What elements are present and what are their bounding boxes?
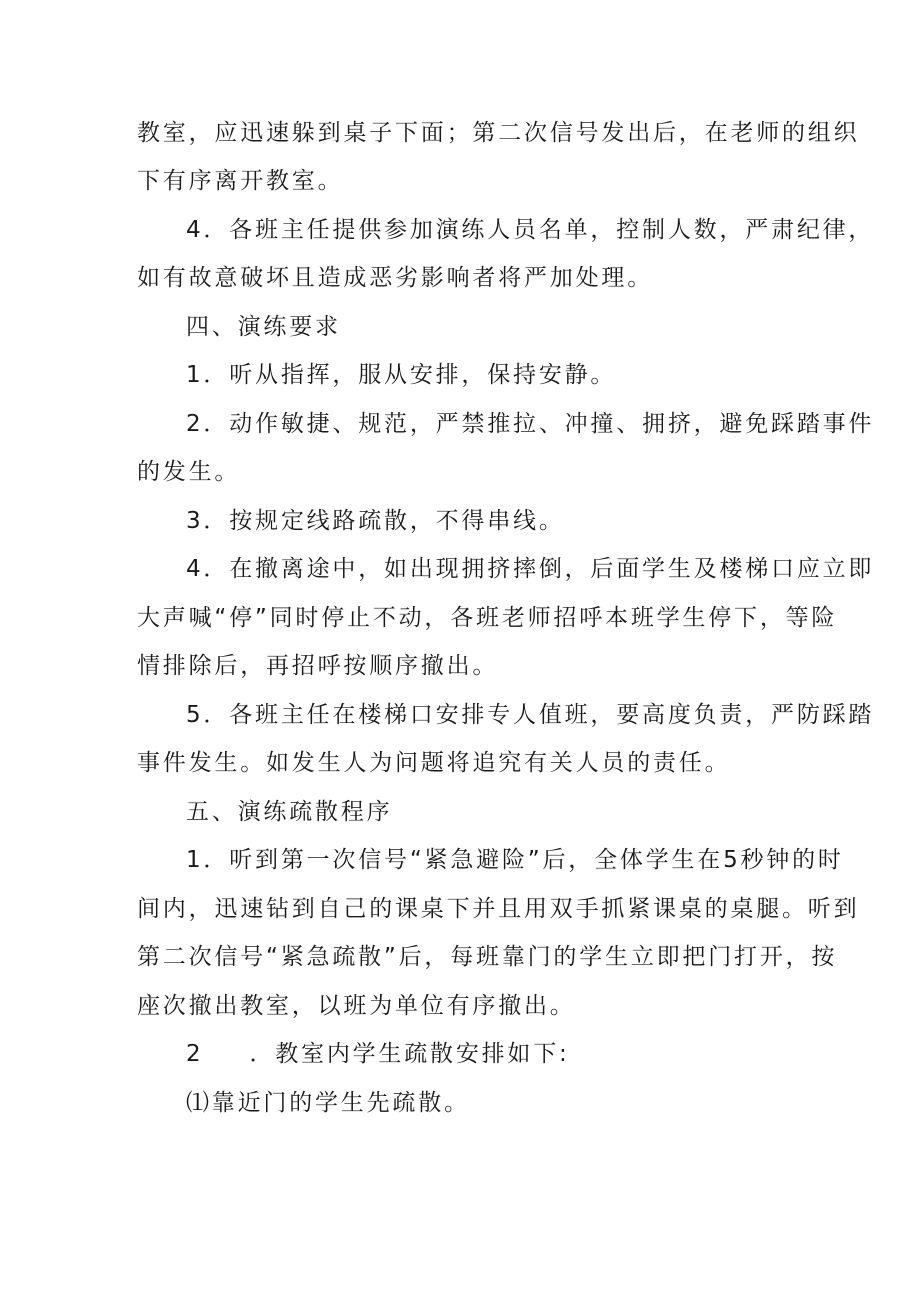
paragraph-line: 情排除后，再招呼按顺序撤出。: [137, 653, 499, 679]
paragraph-line: 第二次信号“紧急疏散”后，每班靠门的学生立即把门打开，按: [137, 944, 838, 970]
list-text: ．教室内学生疏散安排如下:: [249, 1041, 570, 1067]
list-item: 1．听从指挥，服从安排，保持安静。: [186, 362, 617, 388]
section-heading: 五、演练疏散程序: [186, 799, 393, 825]
paragraph-line: 如有故意破坏且造成恶劣影响者将严加处理。: [137, 265, 653, 291]
list-item: 2．动作敏捷、规范，严禁推拉、冲撞、拥挤，避免踩踏事件: [186, 411, 875, 437]
paragraph-line: 下有序离开教室。: [137, 168, 344, 194]
section-heading: 四、演练要求: [186, 314, 341, 340]
list-item: 4．在撤离途中，如出现拥挤摔倒，后面学生及楼梯口应立即: [186, 556, 875, 582]
list-item: [186, 1034, 920, 1074]
list-item: 5．各班主任在楼梯口安排专人值班，要高度负责，严防踩踏: [186, 702, 875, 728]
sub-list-item: ⑴靠近门的学生先疏散。: [186, 1090, 470, 1116]
paragraph-line: 的发生。: [137, 459, 241, 485]
list-item: 3．按规定线路疏散，不得串线。: [186, 508, 565, 534]
paragraph-line: 4．各班主任提供参加演练人员名单，控制人数，严肃纪律，: [186, 217, 875, 243]
list-number: 2: [186, 1041, 204, 1067]
paragraph-line: 事件发生。如发生人为问题将追究有关人员的责任。: [137, 750, 731, 776]
list-item: 1．听到第一次信号“紧急避险”后，全体学生在5秒钟的时: [186, 847, 844, 873]
paragraph-line: 间内，迅速钻到自己的课桌下并且用双手抓紧课桌的桌腿。听到: [137, 896, 860, 922]
paragraph-line: 教室，应迅速躲到桌子下面；第二次信号发出后，在老师的组织: [137, 120, 860, 146]
paragraph-line: 大声喊“停”同时停止不动，各班老师招呼本班学生停下，等险: [137, 605, 838, 631]
paragraph-line: 座次撤出教室，以班为单位有序撤出。: [137, 993, 576, 1019]
